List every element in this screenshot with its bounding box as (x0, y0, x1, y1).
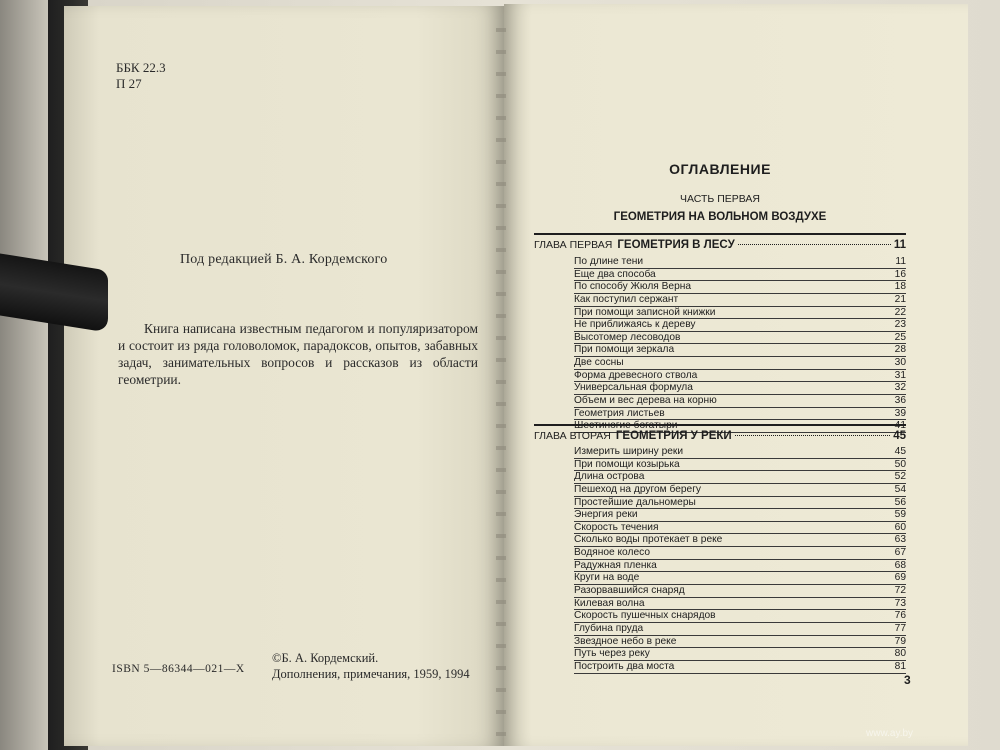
entry-page: 16 (894, 268, 906, 280)
chapter-heading (534, 424, 906, 442)
entry-title: Круги на воде (574, 572, 640, 584)
entry-page: 69 (894, 572, 906, 584)
entry-page: 59 (894, 509, 906, 521)
toc-entry (574, 382, 906, 395)
chapter-title: ГЕОМЕТРИЯ В ЛЕСУ (617, 239, 735, 251)
entry-title: Форма древесного ствола (574, 369, 698, 381)
entry-title: Пешеход на другом берегу (574, 483, 702, 495)
entry-title: Простейшие дальномеры (574, 496, 696, 508)
binding-stitches (496, 10, 506, 740)
entry-title: Скорость пушечных снарядов (574, 610, 716, 622)
entry-title: Шестиногие богатыри (574, 420, 678, 432)
toc-entry (574, 484, 906, 497)
entry-title: Радужная пленка (574, 559, 657, 571)
entry-page: 60 (894, 521, 906, 533)
entry-title: Не приближаясь к дереву (574, 319, 696, 331)
chapter-page: 11 (893, 239, 906, 251)
toc-entry (574, 344, 906, 357)
entry-page: 22 (894, 306, 906, 318)
copyright-line: ©Б. А. Кордемский. (272, 651, 379, 665)
page-number: 3 (904, 673, 911, 687)
toc-entry (574, 509, 906, 522)
copyright (272, 650, 470, 682)
entry-page: 32 (894, 382, 906, 394)
toc-entry (574, 547, 906, 560)
bbk-code (116, 60, 166, 92)
entry-title: Как поступил сержант (574, 293, 679, 305)
toc-entry (574, 408, 906, 421)
toc-entry (574, 636, 906, 649)
entry-page: 52 (894, 471, 906, 483)
isbn: ISBN 5—86344—021—X (112, 663, 245, 675)
entry-title: По длине тени (574, 256, 644, 267)
entry-title: Скорость течения (574, 521, 659, 533)
entry-title: Глубина пруда (574, 622, 644, 634)
toc-entry (574, 560, 906, 573)
entry-page: 68 (894, 559, 906, 571)
entry-page: 77 (894, 622, 906, 634)
entry-title: Путь через реку (574, 648, 650, 660)
entry-page: 56 (894, 496, 906, 508)
entry-page: 31 (894, 369, 906, 381)
chapter-entries (574, 256, 906, 433)
toc-entry (574, 370, 906, 383)
toc-entry (574, 497, 906, 510)
entry-title: По способу Жюля Верна (574, 281, 692, 293)
entry-page: 45 (894, 446, 906, 457)
entry-page: 28 (894, 344, 906, 356)
toc-entry (574, 648, 906, 661)
entry-title: Универсальная формула (574, 382, 693, 394)
toc-entry (574, 269, 906, 282)
chapter-title: ГЕОМЕТРИЯ У РЕКИ (615, 430, 732, 442)
chapter-label: ГЛАВА ПЕРВАЯ (534, 239, 613, 251)
entry-page: 30 (894, 357, 906, 369)
entry-page: 67 (894, 547, 906, 559)
entry-page: 76 (894, 610, 906, 622)
entry-page: 50 (894, 458, 906, 470)
toc-entry (574, 572, 906, 585)
toc-entry (574, 598, 906, 611)
toc-entry (574, 623, 906, 636)
toc-entry (574, 459, 906, 472)
book-annotation: Книга написана известным педагогом и популяризатором и состоит из ряда головоломок, парадоксов, опытов, забавных задач, занимательных вопросов и рассказов из области геометрии. (118, 321, 478, 387)
bbk-line: ББК 22.3 (116, 60, 166, 75)
entry-page: 21 (894, 293, 906, 305)
entry-title: Водяное колесо (574, 547, 650, 559)
toc-entry (574, 332, 906, 345)
toc-entry (574, 661, 906, 674)
entry-title: При помощи козырька (574, 458, 680, 470)
editor-line: Под редакцией Б. А. Кордемского (180, 252, 388, 267)
toc-title: ОГЛАВЛЕНИЕ (669, 161, 771, 177)
entry-title: При помощи записной книжки (574, 306, 716, 318)
entry-title: Разорвавшийся снаряд (574, 585, 685, 597)
copyright-line: Дополнения, примечания, 1959, 1994 (272, 667, 470, 681)
entry-page: 79 (894, 635, 906, 647)
entry-title: Геометрия листьев (574, 407, 665, 419)
toc-entry (574, 471, 906, 484)
entry-page: 25 (894, 331, 906, 343)
entry-title: Длина острова (574, 471, 645, 483)
entry-page: 11 (895, 256, 906, 267)
entry-page: 39 (894, 407, 906, 419)
entry-title: Высотомер лесоводов (574, 331, 681, 343)
part-label: ЧАСТЬ ПЕРВАЯ (679, 193, 761, 205)
toc-entry (574, 294, 906, 307)
toc-entry (574, 446, 906, 459)
toc-entry (574, 522, 906, 535)
entry-title: Энергия реки (574, 509, 638, 521)
watermark: www.ay.by (866, 728, 914, 739)
entry-page: 80 (894, 648, 906, 660)
toc-entry (574, 256, 906, 269)
toc-entry (574, 357, 906, 370)
leader-dots (738, 244, 891, 245)
entry-title: Сколько воды протекает в реке (574, 534, 723, 546)
chapter-label: ГЛАВА ВТОРАЯ (534, 430, 611, 442)
chapter-heading (534, 233, 906, 251)
entry-title: Объем и вес дерева на корню (574, 395, 717, 407)
toc-entry (574, 534, 906, 547)
toc-entry (574, 610, 906, 623)
entry-page: 23 (894, 319, 906, 331)
toc-entry (574, 319, 906, 332)
toc-entry (574, 585, 906, 598)
entry-page: 73 (894, 597, 906, 609)
toc-entry (574, 281, 906, 294)
toc-entry (574, 395, 906, 408)
leader-dots (735, 435, 891, 436)
entry-title: Килевая волна (574, 597, 645, 609)
entry-page: 36 (894, 395, 906, 407)
entry-title: Две сосны (574, 357, 624, 369)
entry-page: 63 (894, 534, 906, 546)
entry-page: 81 (894, 660, 906, 672)
entry-title: Измерить ширину реки (574, 446, 684, 457)
entry-page: 72 (894, 585, 906, 597)
entry-page: 18 (894, 281, 906, 293)
entry-page: 41 (894, 420, 906, 432)
bbk-author-mark: П 27 (116, 76, 142, 91)
toc-entry (574, 307, 906, 320)
part-title: ГЕОМЕТРИЯ НА ВОЛЬНОМ ВОЗДУХЕ (613, 211, 827, 223)
chapter-page: 45 (893, 430, 906, 442)
entry-page: 54 (894, 483, 906, 495)
entry-title: Построить два моста (574, 660, 675, 672)
chapter-entries (574, 446, 906, 674)
entry-title: Еще два способа (574, 268, 656, 280)
entry-title: Звездное небо в реке (574, 635, 677, 647)
entry-title: При помощи зеркала (574, 344, 675, 356)
